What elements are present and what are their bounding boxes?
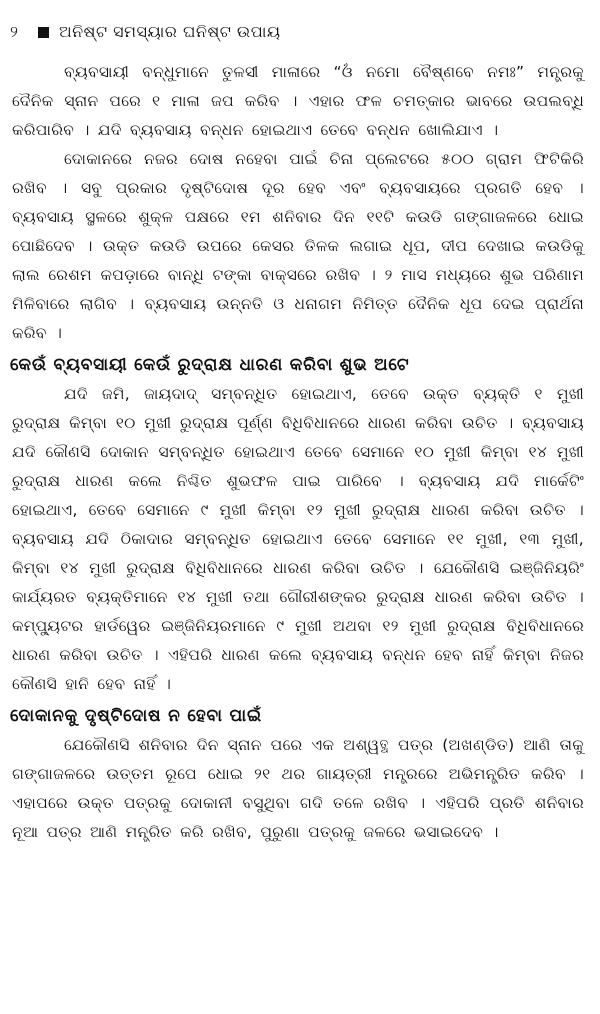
paragraph-mantra: ବ୍ୟବସାୟୀ ବନ୍ଧୁମାନେ ତୁଳସୀ ମାଳାରେ “ଓଁ ନମୋ ବୈଷ୍ଣବେ ନମଃ” ମନ୍ତ୍ରକୁ ଦୈନିକ ସ୍ନାନ ପରେ ୧ ମାଳା ଜପ କରିବ । ଏହାର ଫଳ ଚମତ୍କାର ଭାବରେ ଉପଲବ୍ଧି କରିପାରିବ । ଯଦି ବ୍ୟବସାୟ ବନ୍ଧନ ହୋଇଥାଏ ତେବେ ବନ୍ଧନ ଖୋଲିଯାଏ । (12, 63, 584, 139)
paragraph-rudraksha: ଯଦି ଜମି, ଜାୟଦାଦ୍ ସମ୍ବନ୍ଧିତ ହୋଇଥାଏ, ତେବେ ଉକ୍ତ ବ୍ୟକ୍ତି ୧ ମୁଖୀ ରୁଦ୍ରାକ୍ଷ କିମ୍ବା ୧୦ ମୁଖୀ ରୁଦ୍ରାକ୍ଷ ପୂର୍ଣ୍ଣ ବିଧିବିଧାନରେ ଧାରଣ କରିବା ଉଚିତ । ବ୍ୟବସାୟ ଯଦି କୌଣସି ଦୋକାନ ସମ୍ବନ୍ଧିତ ହୋଇଥାଏ ତେବେ ସେମାନେ ୧୦ ମୁଖୀ କିମ୍ବା ୧୪ ମୁଖୀ ରୁଦ୍ରାକ୍ଷ ଧାରଣ କଲେ ନିଶ୍ଚିତ ଶୁଭଫଳ ପାଇ ପାରିବେ । ବ୍ୟବସାୟ ଯଦି ମାର୍କେଟିଂ ହୋଇଥାଏ, ତେବେ ସେମାନେ ୯ ମୁଖୀ କିମ୍ବା ୧୨ ମୁଖୀ ରୁଦ୍ରାକ୍ଷ ଧାରଣ କରିବା ଉଚିତ । ବ୍ୟବସାୟ ଯଦି ଠିକାଦାର ସମ୍ବନ୍ଧିତ ହୋଇଥାଏ ତେବେ ସେମାନେ ୧୧ ମୁଖୀ, ୧୩ ମୁଖୀ, କିମ୍ବା ୧୪ ମୁଖୀ ରୁଦ୍ରାକ୍ଷ ବିଧିବିଧାନରେ ଧାରଣ କରିବା ଉଚିତ । ଯେକୌଣସି ଇଞ୍ଜିନିୟରିଂ କାର୍ଯ୍ୟରତ ବ୍ୟକ୍ତିମାନେ ୧୪ ମୁଖୀ ତଥା ଗୌରୀଶଙ୍କର ରୁଦ୍ରାକ୍ଷ ଧାରଣ କରିବା ଉଚିତ । କମ୍ପ୍ୟୁଟର ହାର୍ଡୱେର ଇଞ୍ଜିନିୟରମାନେ ୯ ମୁଖୀ ଅଥବା ୧୨ ମୁଖୀ ରୁଦ୍ରାକ୍ଷ ବିଧିବିଧାନରେ ଧାରଣ କରିବା ଉଚିତ । ଏହିପରି ଧାରଣ କଲେ ବ୍ୟବସାୟ ବନ୍ଧନ ହେବ ନାହିଁ କିମ୍ବା ନିଜର କୌଣସି ହାନି ହେବ ନାହିଁ । (12, 385, 584, 693)
square-bullet-icon (38, 27, 49, 38)
running-header-title: ଅନିଷ୍ଟ ସମସ୍ୟାର ଘନିଷ୍ଟ ଉପାୟ (59, 22, 281, 41)
document-body (6, 58, 584, 847)
paragraph-evil-eye-remedy: ଦୋକାନରେ ନଜର ଦୋଷ ନହେବା ପାଇଁ ଚିନା ପ୍ଲେଟରେ ୫୦୦ ଗ୍ରାମ ଫିଟିକିରି ରଖିବ । ସବୁ ପ୍ରକାର ଦୃଷ୍ଟିଦୋଷ ଦୂର ହେବ ଏବଂ ବ୍ୟବସାୟରେ ପ୍ରଗତି ହେବ । ବ୍ୟବସାୟ ସ୍ଥଳରେ ଶୁକ୍ଳ ପକ୍ଷରେ ୧ମ ଶନିବାର ଦିନ ୧୧ଟି କଉଡି ଗଙ୍ଗାଜଳରେ ଧୋଇ ପୋଛିଦେବ । ଉକ୍ତ କଉଡି ଉପରେ କେସର ତିଳକ ଲଗାଇ ଧୂପ, ଦୀପ ଦେଖାଇ କଉଡିକୁ ଲାଲ ରେଶମ କପଡ଼ାରେ ବାନ୍ଧି ଟଙ୍କା ବାକ୍ସରେ ରଖିବ । ୨ ମାସ ମଧ୍ୟରେ ଶୁଭ ପରିଣାମ ମିଳିବାରେ ଲାଗିବ । ବ୍ୟବସାୟ ଉନ୍ନତି ଓ ଧନାଗମ ନିମିତ୍ତ ଦୈନିକ ଧୂପ ଦେଇ ପ୍ରାର୍ଥନା କରିବ । (12, 150, 584, 342)
section-heading-rudraksha: କେଉଁ ବ୍ୟବସାୟୀ କେଉଁ ରୁଦ୍ରାକ୍ଷ ଧାରଣ କରିବା ଶୁଭ ଅଟେ (10, 355, 410, 375)
section-heading-shop-evil-eye: ଦୋକାନକୁ ଦୃଷ୍ଟିଦୋଷ ନ ହେବା ପାଇଁ (10, 706, 262, 726)
paragraph-peepal-leaf: ଯେକୌଣସି ଶନିବାର ଦିନ ସ୍ନାନ ପରେ ଏକ ଅଶ୍ୱତ୍ଥ ପତ୍ର (ଅଖଣ୍ଡିତ) ଆଣି ତାକୁ ଗଙ୍ଗାଜଳରେ ଉତ୍ତମ ରୂପେ ଧୋଇ ୨୧ ଥର ଗାୟତ୍ରୀ ମନ୍ତ୍ରରେ ଅଭିମନ୍ତ୍ରିତ କରିବ । ଏହାପରେ ଉକ୍ତ ପତ୍ରକୁ ଦୋକାନୀ ବସୁଥିବା ଗଦି ତଳେ ରଖିବ । ଏହିପରି ପ୍ରତି ଶନିବାର ନୂଆ ପତ୍ର ଆଣି ମନ୍ତ୍ରିତ କରି ରଖିବ, ପୁରୁଣା ପତ୍ରକୁ ଜଳରେ ଭସାଇଦେବ । (12, 736, 584, 841)
page-number: ୨ (10, 22, 19, 41)
running-header (6, 14, 584, 50)
